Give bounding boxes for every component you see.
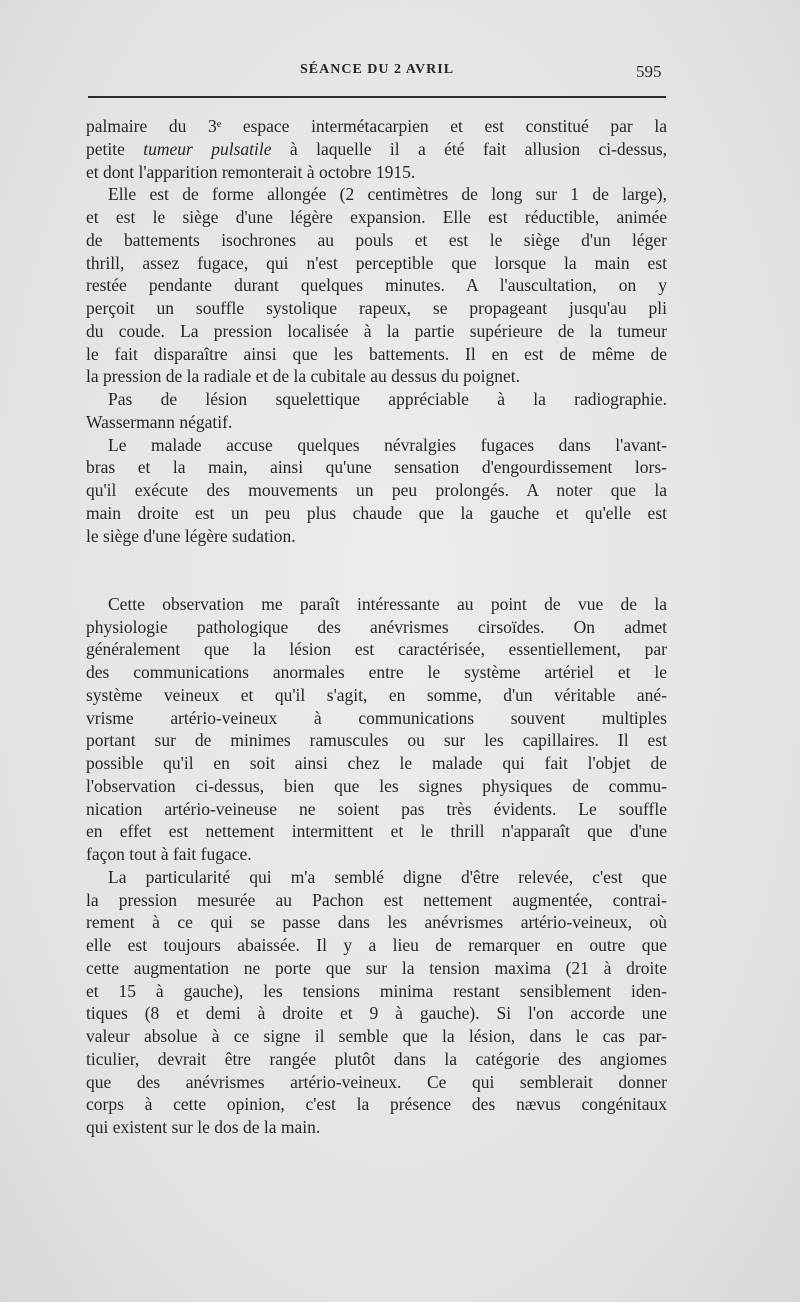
running-header (0, 62, 800, 82)
text-line: elle est toujours abaissée. Il y a lieu de remarquer en outre que (86, 935, 667, 955)
text-line: bras et la main, ainsi qu'une sensation d'engourdissement lors- (86, 457, 667, 478)
text-line: vrisme artério-veineux à communications souvent multiples (86, 707, 667, 728)
text-line: la pression de la radiale et de la cubitale au dessus du poignet. (86, 366, 520, 387)
text-line: cette augmentation ne porte que sur la tension maxima (21 à droite (86, 957, 667, 978)
text-line: généralement que la lésion est caractérisée, essentiellement, par (86, 639, 667, 660)
text-line: et est le siège d'une légère expansion. Elle est réductible, animée (86, 207, 667, 227)
text-line: possible qu'il en soit ainsi chez le malade qui fait l'objet de (86, 753, 667, 773)
text-line: La particularité qui m'a semblé digne d'être relevée, c'est que (108, 866, 667, 887)
text-line: perçoit un souffle systolique rapeux, se propageant jusqu'au pli (86, 298, 667, 318)
text-line: valeur absolue à ce signe il semble que la lésion, dans le cas par- (86, 1026, 667, 1046)
text-line: et 15 à gauche), les tensions minima restant sensiblement iden- (86, 980, 667, 1001)
text-line: Le malade accuse quelques névralgies fugaces dans l'avant- (108, 434, 667, 455)
text-line: tiques (8 et demi à droite et 9 à gauche). Si l'on accorde une (86, 1003, 667, 1024)
text-line: physiologie pathologique des anévrismes cirsoïdes. On admet (86, 616, 667, 637)
text-line: du coude. La pression localisée à la partie supérieure de la tumeur (86, 320, 667, 341)
text-line: des communications anormales entre le système artériel et le (86, 662, 667, 682)
text-line: le fait disparaître ainsi que les battements. Il en est de même de (86, 343, 667, 364)
text-line: portant sur de minimes ramuscules ou sur les capillaires. Il est (86, 730, 667, 751)
text-line: Cette observation me paraît intéressante au point de vue de la (108, 593, 667, 614)
text-line: en effet est nettement intermittent et le thrill n'apparaît que d'une (86, 821, 667, 842)
text-line: Elle est de forme allongée (2 centimètres de long sur 1 de large), (108, 184, 667, 205)
page-number: 595 (636, 62, 662, 81)
text-line: qu'il exécute des mouvements un peu prolongés. A noter que la (86, 480, 667, 500)
text-line: qui existent sur le dos de la main. (86, 1117, 321, 1137)
text-line: Wassermann négatif. (86, 411, 233, 432)
italic-phrase: tumeur pulsatile (143, 138, 272, 159)
running-title: SÉANCE DU 2 AVRIL (300, 62, 455, 77)
text-line: système veineux et qu'il s'agit, en somme, d'un véritable ané- (86, 684, 667, 705)
text-line: nication artério-veineuse ne soient pas très évidents. Le souffle (86, 798, 667, 819)
text-line: restée pendante durant quelques minutes. A l'auscultation, on y (86, 275, 667, 296)
text-line: rement à ce qui se passe dans les anévrismes artério-veineux, où (86, 912, 667, 933)
text-line: de battements isochrones au pouls et est le siège d'un léger (86, 229, 667, 250)
text-line: ticulier, devrait être rangée plutôt dans la catégorie des angiomes (86, 1048, 667, 1069)
text-line: et dont l'apparition remonterait à octobre 1915. (86, 161, 416, 182)
text-line: corps à cette opinion, c'est la présence des nævus congénitaux (86, 1094, 667, 1115)
text-line: palmaire du 3ᵉ espace intermétacarpien et est constitué par la (86, 116, 667, 136)
text-line: le siège d'une légère sudation. (86, 525, 296, 546)
text-line: Pas de lésion squelettique appréciable à la radiographie. (108, 389, 667, 409)
text-line: que des anévrismes artério-veineux. Ce qui semblerait donner (86, 1071, 667, 1092)
text-line: thrill, assez fugace, qui n'est perceptible que lorsque la main est (86, 252, 667, 273)
text-line: main droite est un peu plus chaude que la gauche et qu'elle est (86, 502, 667, 523)
header-rule (88, 96, 666, 98)
text-line: façon tout à fait fugace. (86, 844, 252, 864)
text-line: la pression mesurée au Pachon est nettement augmentée, contrai- (86, 889, 667, 910)
text-line: l'observation ci-dessus, bien que les signes physiques de commu- (86, 775, 667, 796)
text-line: petite tumeur pulsatile à laquelle il a été fait allusion ci-dessus, (86, 138, 668, 159)
